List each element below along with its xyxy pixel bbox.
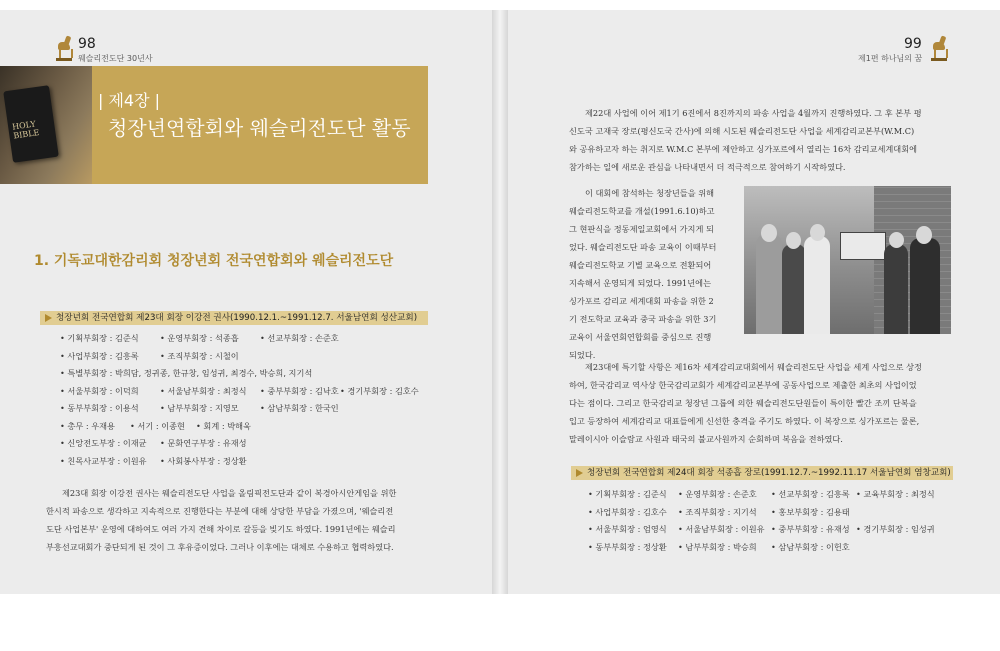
officer-entry: • 중부부회장 : 유재성 [771,524,850,534]
officers-header-23 [40,311,428,325]
chapter-label: | 제4장 | [98,91,161,110]
text-line: 도단 사업본부' 운영에 대하여도 여러 가지 견해 차이로 갈등을 빚기도 하였다. 1991년에는 웨슬리 [46,524,396,534]
officer-entry: • 친목사교부장 : 이원유 [60,455,147,466]
officer-entry: • 사업부회장 : 김흥록 [60,350,139,361]
chapter-title: 청장년연합회와 웨슬리전도단 활동 [108,116,411,140]
text-line: 지속해서 운영되게 되었다. 1991년에는 [569,278,711,288]
officer-entry: • 남부부회장 : 지영모 [160,403,239,413]
officer-entry: • 삼남부회장 : 한국인 [260,403,339,413]
page-number-right: 99 [904,36,922,52]
text-line: 교육이 서울연회연합회를 중심으로 진행 [569,332,712,342]
officer-entry: • 서울부회장 : 엄영식 [588,524,667,534]
officer-entry: • 운영부회장 : 손준호 [678,489,757,499]
text-line: 한시적 파송으로 생각하고 지속적으로 진행한다는 부분에 대해 상당한 부담을 가졌으며, '웨슬리전 [46,506,394,516]
officer-entry: • 경기부회장 : 임성귀 [856,524,935,534]
text-line: 되었다. [569,350,596,360]
book-gutter [492,10,508,594]
text-line: 다는 점이다. 그리고 한국감리교 청장년 그룹에 의한 웨슬리전도단원들이 특이한 빨간 조끼 단복을 [569,398,917,408]
running-head-left: 웨슬리전도단 30년사 [78,54,153,63]
text-line: 와 공유하고자 하는 취지로 W.M.C 본부에 제안하고 싱가포르에서 열리는 16차 감리교세계대회에 [569,144,918,154]
officer-entry: • 경기부회장 : 김호수 [340,385,419,396]
officer-entry: • 문화연구부장 : 유재성 [160,438,247,448]
officers-row [588,504,958,522]
officers-row [60,365,440,383]
signboard-ceremony-photo [744,186,951,334]
officer-entry: • 운영부회장 : 석종흡 [160,333,239,343]
text-line: 제23대에 특기할 사항은 제16차 세계감리교대회에서 웨슬리전도단 사업을 세계 사업으로 상정 [585,362,922,372]
officers-row [588,539,958,557]
text-line: 웨슬리전도학교 기별 교육으로 전환되어 [569,260,712,270]
text-line: 었다. 웨슬리전도단 파송 교육이 이때부터 [569,242,717,252]
officer-entry: • 서기 : 이종현 [130,420,185,431]
chapter-banner [0,66,428,184]
officers-row [60,453,440,471]
officer-entry: • 사회봉사부장 : 정상환 [160,455,247,466]
text-line: 신도국 고재국 장로(평신도국 간사)에 의해 시도된 웨슬리전도단 사업을 세계감리교본부(W.M.C) [569,126,915,136]
officer-entry: • 중부부회장 : 김낙호 [260,385,339,396]
officer-entry: • 특별부회장 : 박희담, 정귀종, 한규창, 임성귀, 최경수, 박승희, 지기석 [60,368,313,378]
text-line: 부흥선교대회가 중단되게 된 것이 그 후유증이었다. 그러나 이후에는 대체로 수용하고 협력하였다. [46,542,394,552]
bible-photo [0,66,92,184]
text-line: 제23대 회장 이강전 권사는 웨슬리전도단 사업을 올림픽전도단과 같이 복경아시안게임을 위한 [62,488,397,498]
officers-list-24 [588,486,958,556]
officers-row [60,383,440,401]
officers-row [60,435,440,453]
officer-entry: • 선교부회장 : 김흥록 [771,489,850,499]
officers-row [60,418,440,436]
officers-row [60,348,440,366]
officers-row [588,521,958,539]
page-number-left: 98 [78,36,96,52]
officer-entry: • 서울남부회장 : 이원유 [678,524,765,534]
officer-entry: • 서울남부회장 : 최정식 [160,385,247,396]
officers-row [60,330,440,348]
officer-entry: • 기획부회장 : 김준식 [60,333,139,343]
officer-entry: • 조직부회장 : 지기석 [678,506,757,517]
officers-row [60,400,440,418]
officer-entry: • 신앙전도부장 : 이재균 [60,438,147,448]
officers-row [588,486,958,504]
officers-header-23-text: 청장년회 전국연합회 제23대 회장 이강전 권사(1990.12.1.~1991.12.7. 서울남연회 성산교회) [56,313,418,323]
officer-entry: • 동부부회장 : 정상환 [588,541,667,552]
officer-entry: • 회계 : 박해욱 [196,420,251,431]
officer-entry: • 조직부회장 : 시철이 [160,350,239,361]
text-line: 말레이시아 이슬람교 사원과 태국의 불교사원까지 순회하며 복음을 전하였다. [569,434,843,444]
signboard-image [840,232,886,260]
text-line: 제22대 사업에 이어 제1기 6진에서 8진까지의 파송 사업을 4월까지 진행하였다. 그 후 본부 평 [585,108,922,118]
officer-entry: • 교육부회장 : 최정식 [856,489,935,499]
officer-entry: • 홍보부회장 : 김용태 [771,506,850,517]
horse-emblem-icon [58,34,70,60]
officers-header-24-text: 청장년회 전국연합회 제24대 회장 석종흡 장로(1991.12.7.~1992.11.17 서울남연회 염창교회) [587,468,951,478]
bible-cover-text: HOLY BIBLE [11,119,40,141]
officer-entry: • 기획부회장 : 김준식 [588,489,667,499]
officer-entry: • 서울부회장 : 이덕희 [60,385,139,396]
text-line: 입고 등장하여 세계감리교 대표들에게 신선한 충격을 주기도 하였다. 이 복장으로 싱가포르는 물론, [569,416,920,426]
right-paragraph-2 [569,184,737,364]
officer-entry: • 총무 : 우재용 [60,420,115,431]
text-line: 참가하는 일에 새로운 관심을 나타내면서 더 적극적으로 참여하기 시작하였다. [569,162,846,172]
triangle-bullet-icon [45,314,52,322]
left-body-paragraph [46,484,430,556]
officer-entry: • 남부부회장 : 박승희 [678,541,757,552]
text-line: 싱가포르 감리교 세계대회 파송을 위한 2 [569,296,714,306]
section-title: 1. 기독교대한감리회 청장년회 전국연합회와 웨슬리전도단 [34,253,394,269]
holy-bible-image [3,85,59,163]
officer-entry: • 삼남부회장 : 이헌호 [771,541,850,552]
text-line: 그 현판식을 정동제일교회에서 가지게 되 [569,224,714,234]
text-line: 기 전도학교 교육과 중국 파송을 위한 3기 [569,314,717,324]
triangle-bullet-icon [576,469,583,477]
officers-list-23 [60,330,440,470]
right-paragraph-3 [569,358,951,448]
text-line: 이 대회에 참석하는 청장년들을 위해 [585,188,715,198]
running-head-right: 제1편 하나님의 꿈 [858,54,923,63]
officers-header-24 [571,466,953,480]
officer-entry: • 동부부회장 : 이용석 [60,403,139,413]
officer-entry: • 선교부회장 : 손준호 [260,333,339,343]
text-line: 웨슬리전도학교를 개설(1991.6.10)하고 [569,206,715,216]
officer-entry: • 사업부회장 : 김호수 [588,506,667,517]
text-line: 하여, 한국감리교 역사상 한국감리교회가 세계감리교본부에 공동사업으로 제출한 최초의 사업이었 [569,380,917,390]
right-paragraph-1 [569,104,951,176]
horse-emblem-icon [933,34,945,60]
